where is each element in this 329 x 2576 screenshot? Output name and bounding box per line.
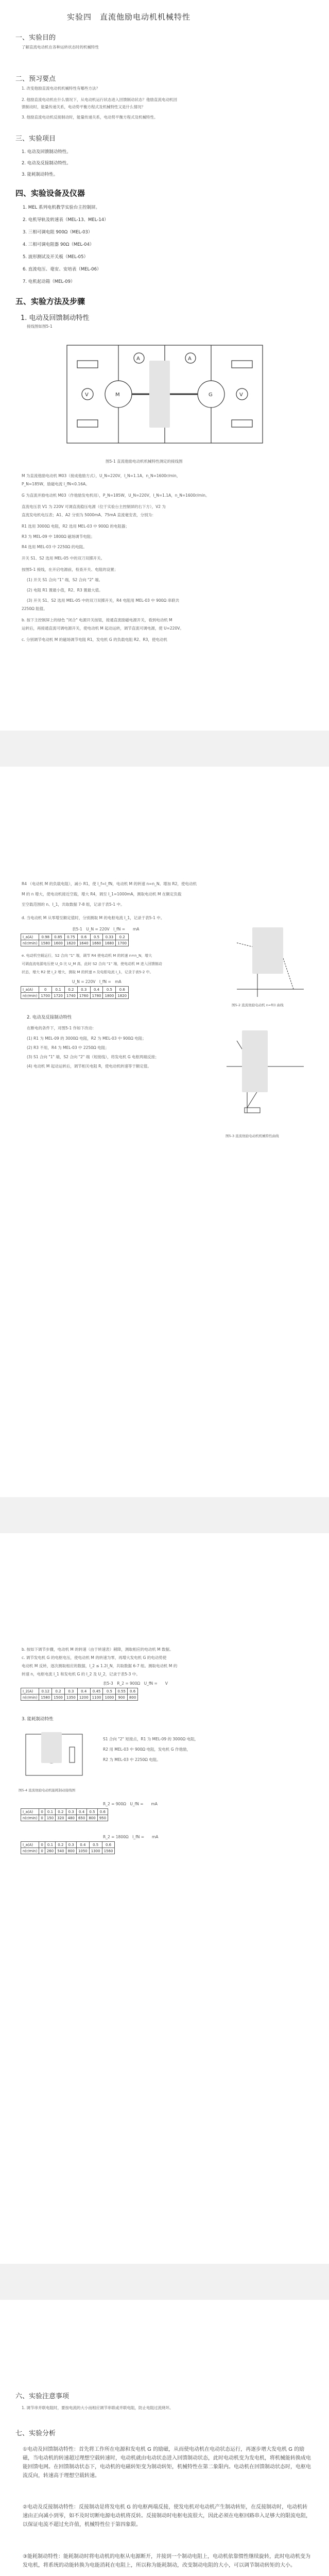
table-5-3 [21,1688,138,1701]
table-row: n(r/min) 1580 1500 1350 1200 1100 1000 900 800 [21,1694,138,1701]
sub2-item: (3) S1 合向 "1" 端，S2 合向 "2" 端（短接线），将发电机 G 电枢两端反接； [27,1055,159,1059]
svg-text:A: A [188,356,192,362]
page-4 [0,2300,329,2576]
sec4-item: 1. MEL 系列电机教学实验台主控制屏。 [23,205,100,210]
sub2-heading: 2. 电动及反接制动特性 [27,1015,72,1020]
table-row: n(r/min) 1700 1720 1740 1760 1780 1800 1820 [21,993,129,999]
table-5-5 [21,1841,115,1854]
sec3-item: 2. 电动及反接制动特性。 [22,161,71,166]
sec2-heading: 二、预习要点 [15,75,56,83]
sub2-line: 在断电的条件下，对图5-1 作如下改动： [27,1026,96,1030]
svg-text:V: V [239,392,243,398]
table-row: I_a(A) 0.98 0.85 0.75 0.6 0.5 0.33 0.2 [21,934,129,940]
table-row: I_a(A) 0 0.1 0.2 0.3 0.4 0.5 0.6 [21,987,129,993]
table-5-1 [21,934,129,946]
sec4-item: 5. 波形测试及开关板（MEL-05） [23,255,88,260]
table-row: n(r/min) 0 260 540 800 1050 1300 1560 [21,1848,115,1854]
analysis-para: ③能耗制动特性：能耗制动时将电动机的电枢从电源断开，并接到一个制动电阻上，电动机依靠惯性继续旋转，此时电动机变为发电机，将系统的动能转换为电能消耗在电阻上，所以称为能耗制动，改变制动电阻的大小，可以调节制动转矩的大小。 [23,2554,310,2568]
blurred-region [242,1030,268,1092]
fig3-caption: 图5-3 直流他励电动机机械特性曲线 [226,1134,279,1138]
sec4-item: 6. 直流电压、毫安、安培表（MEL-06） [23,267,101,272]
sec5-heading: 五、实验方法及步骤 [15,297,85,306]
table-row: I_a(A) 0 0.1 0.2 0.3 0.4 0.5 0.6 [21,1842,115,1848]
sec2-item: 1. 改变他励直流电动机机械特性有哪些方法？ [22,86,100,91]
table2-caption: U_N = 220V I_fN = mA [72,979,122,984]
sec4-item: 2. 电机导轨及转速表（MEL-13、MEL-14） [23,217,109,223]
svg-text:V: V [85,392,89,398]
sec3-heading: 三、实验项目 [15,135,56,143]
analysis-para: ①电动及回馈制动特性：首先将工作所在电源和发电机 G 的励磁，从而使电动机在电动状态运行，再逐步增大发电机 G 的励磁，当电动机的转速超过理想空载转速时，电动机就由电动状态进入回馈制动状态，此时电动机变为发电机，将机械能转换成电能回馈电网。在回馈制动状态下，电动机的电磁转矩变为制动转矩，机械特性在第二象限内。电动机在回馈制动状态时，电枢电流反向，转速高于理想空载转速。 [23,2447,311,2479]
table-row: I_a(A) 0 0.1 0.2 0.3 0.4 0.5 0.6 [21,1809,108,1815]
table4-caption: R_2 = 900Ω U_fN = mA [103,1802,158,1806]
sec4-item: 7. 电机起动箱（MEL-09） [23,279,75,284]
page-3 [0,1533,329,2264]
sub1-heading: 1. 电动及回馈制动特性 [21,314,90,322]
sec1-heading: 一、实验目的 [15,34,56,42]
fig1-caption: 图5-1 直流他励电动机机械特性测定的接线图 [106,459,183,464]
wiring-note: 接线图如图5-1 [27,324,53,329]
page-gap [0,2264,329,2300]
page-gap [0,731,329,767]
blurred-region [41,1732,62,1763]
svg-text:G: G [209,392,213,398]
fig4-caption: 图5-4 直流他励电动机能耗制动接线图 [19,1788,76,1792]
sec1-line: 了解直流电动机在各种运转状态时的机械特性 [22,45,99,49]
sec3-item: 1. 电动及回馈制动特性。 [22,149,71,155]
sub2-item: (1) R1 为 MEL-09 的 3000Ω 电阻，R2 为 MEL-03 中 900Ω 电阻； [27,1036,146,1041]
svg-text:M: M [115,392,120,398]
table5-caption: R_2 = 1800Ω I_fN = mA [103,1835,159,1839]
sub2-item: (4) 电动机 M 起动运转后，调节相关电阻 R，使电动机转速等于额定值。 [27,1064,151,1069]
table-5-2 [21,986,129,999]
sec6-line: 1. 调节串并联电阻时，要按电流的大小而相应调节串联或并联电阻，防止电阻过流烧坏。 [22,2405,174,2410]
table-row: n(r/min) 0 150 320 480 650 800 950 [21,1815,108,1821]
page-gap [0,1497,329,1533]
sec4-item: 3. 三相可调电阻 900Ω（MEL-03） [23,230,93,235]
fig2-caption: 图5-2 直流他励电动机 n=f(I) 曲线 [232,1003,284,1007]
svg-text:A: A [136,356,140,362]
sec4-heading: 四、实验设备及仪器 [15,189,85,198]
table3-caption: 表5-3 R_2 = 900Ω U_fN = V [103,1681,168,1686]
table-row: n(r/min) 1580 1600 1620 1640 1660 1680 1700 [21,940,129,946]
sec2-item: 2. 他励直流电动机在什么情况下，从电动机运行状态进入回馈制动状态？他励直流电动机回 [22,97,178,102]
page-title: 实验四 直流他励电动机机械特性 [67,12,191,22]
table-row: I_2(A) 0.12 0.2 0.3 0.4 0.45 0.5 0.55 0.6 [21,1688,138,1694]
blurred-region [252,927,283,974]
sub3-heading: 3. 能耗制动特性 [22,1717,54,1722]
table1-caption: 表5-1 U_N = 220V I_fN = mA [72,927,140,931]
table-5-4 [21,1808,108,1821]
sec2-item: 3. 他励直流电动机反接制动时，能量传递关系，电动势平衡方程式及机械特性。 [22,115,158,120]
sec6-heading: 六、实验注意事项 [15,2393,70,2400]
sec4-item: 4. 三相可调电阻器 90Ω（MEL-04） [23,242,94,247]
analysis-para: ②电动及反接制动特性：反接制动是将发电机 G 的电枢两端反接，使发电机对电动机产生制动转矩，在反接制动时，电动机转速由正向减小到零，如不及时切断电源电动机将反转。反接制动时电枢电流很大，因此必须在电枢回路串入足够大的限流电阻，以保证电流不超过允许值，机械特性位于第四象限。 [23,2504,311,2528]
sec7-heading: 七、实验分析 [15,2430,56,2437]
blurred-region [149,361,170,428]
sub2-item: (2) R3 不用，R4 为 MEL-03 中 2250Ω 电阻； [27,1045,109,1050]
sec3-item: 3. 能耗制动特性。 [22,172,58,177]
sec2-item: 馈制动时，能量传递关系，电动势平衡方程式及机械特性又是什么情况？ [22,105,145,109]
